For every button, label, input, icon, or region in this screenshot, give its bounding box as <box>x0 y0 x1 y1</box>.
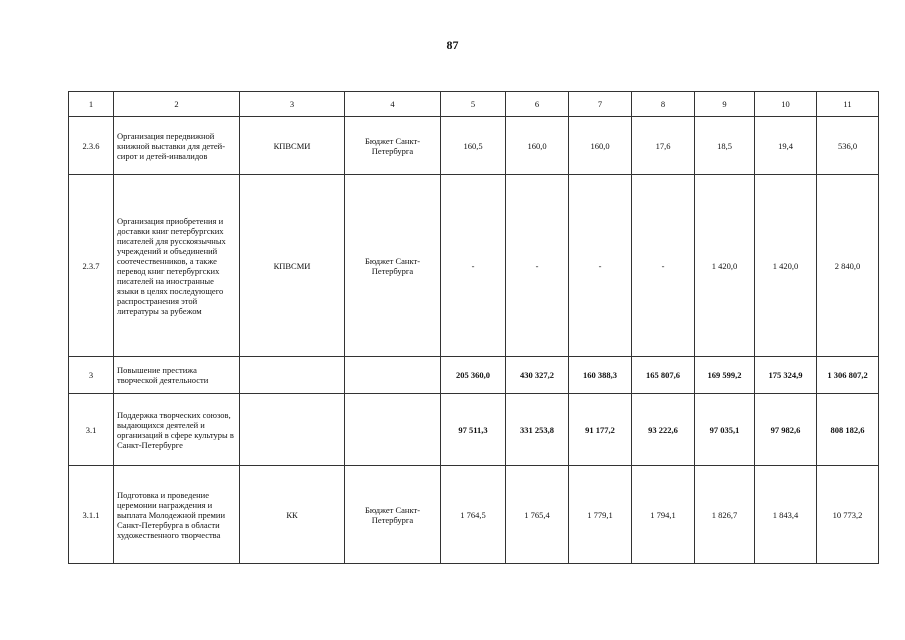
row-name: Организация передвижной книжной выставки для детей-сирот и детей-инвалидов <box>114 117 240 175</box>
column-header: 5 <box>441 92 506 117</box>
row-value: - <box>441 175 506 357</box>
row-executor: КК <box>240 466 345 564</box>
header-row <box>69 92 879 117</box>
row-name: Повышение престижа творческой деятельности <box>114 357 240 394</box>
row-value: 19,4 <box>755 117 817 175</box>
row-value: 430 327,2 <box>506 357 569 394</box>
row-code: 2.3.6 <box>69 117 114 175</box>
row-value: 1 306 807,2 <box>817 357 879 394</box>
row-source <box>345 394 441 466</box>
table-row <box>69 357 879 394</box>
column-header: 9 <box>695 92 755 117</box>
row-value: 1 794,1 <box>632 466 695 564</box>
row-value: 165 807,6 <box>632 357 695 394</box>
row-value: - <box>506 175 569 357</box>
row-value: 205 360,0 <box>441 357 506 394</box>
row-value: 160,5 <box>441 117 506 175</box>
row-value: 808 182,6 <box>817 394 879 466</box>
row-value: - <box>632 175 695 357</box>
row-value: 1 826,7 <box>695 466 755 564</box>
row-value: 91 177,2 <box>569 394 632 466</box>
row-value: 536,0 <box>817 117 879 175</box>
row-name: Подготовка и проведение церемонии награждения и выплата Молодежной премии Санкт-Петербурга в области художественного творчества <box>114 466 240 564</box>
row-value: 93 222,6 <box>632 394 695 466</box>
row-source: Бюджет Санкт-Петербурга <box>345 175 441 357</box>
row-value: 1 779,1 <box>569 466 632 564</box>
row-name: Организация приобретения и доставки книг петербургских писателей для русскоязычных учреждений и объединений соотечественников, а также перевод книг петербургских писателей на иностранные языки в целях последующего распространения этой литературы за рубежом <box>114 175 240 357</box>
row-value: 1 420,0 <box>755 175 817 357</box>
table-row <box>69 117 879 175</box>
row-value: 175 324,9 <box>755 357 817 394</box>
row-value: 1 420,0 <box>695 175 755 357</box>
page-number: 87 <box>446 38 459 52</box>
row-value: 169 599,2 <box>695 357 755 394</box>
row-value: 160,0 <box>569 117 632 175</box>
table-row <box>69 466 879 564</box>
row-code: 3.1 <box>69 394 114 466</box>
row-value: 1 764,5 <box>441 466 506 564</box>
row-value: 97 982,6 <box>755 394 817 466</box>
row-value: 1 765,4 <box>506 466 569 564</box>
row-value: 18,5 <box>695 117 755 175</box>
row-value: 160,0 <box>506 117 569 175</box>
column-header: 10 <box>755 92 817 117</box>
column-header: 8 <box>632 92 695 117</box>
row-value: 331 253,8 <box>506 394 569 466</box>
row-value: 17,6 <box>632 117 695 175</box>
budget-table <box>68 91 879 564</box>
column-header: 2 <box>114 92 240 117</box>
row-code: 2.3.7 <box>69 175 114 357</box>
row-executor: КПВСМИ <box>240 117 345 175</box>
row-source <box>345 357 441 394</box>
row-source: Бюджет Санкт-Петербурга <box>345 117 441 175</box>
row-value: 97 035,1 <box>695 394 755 466</box>
row-value: 10 773,2 <box>817 466 879 564</box>
column-header: 11 <box>817 92 879 117</box>
row-executor <box>240 394 345 466</box>
column-header: 7 <box>569 92 632 117</box>
row-code: 3 <box>69 357 114 394</box>
row-executor: КПВСМИ <box>240 175 345 357</box>
column-header: 1 <box>69 92 114 117</box>
row-name: Поддержка творческих союзов, выдающихся деятелей и организаций в сфере культуры в Санкт-Петербурге <box>114 394 240 466</box>
table-row <box>69 394 879 466</box>
row-executor <box>240 357 345 394</box>
column-header: 3 <box>240 92 345 117</box>
column-header: 4 <box>345 92 441 117</box>
row-source: Бюджет Санкт-Петербурга <box>345 466 441 564</box>
column-header: 6 <box>506 92 569 117</box>
row-code: 3.1.1 <box>69 466 114 564</box>
row-value: - <box>569 175 632 357</box>
row-value: 97 511,3 <box>441 394 506 466</box>
row-value: 2 840,0 <box>817 175 879 357</box>
row-value: 1 843,4 <box>755 466 817 564</box>
table-row <box>69 175 879 357</box>
row-value: 160 388,3 <box>569 357 632 394</box>
